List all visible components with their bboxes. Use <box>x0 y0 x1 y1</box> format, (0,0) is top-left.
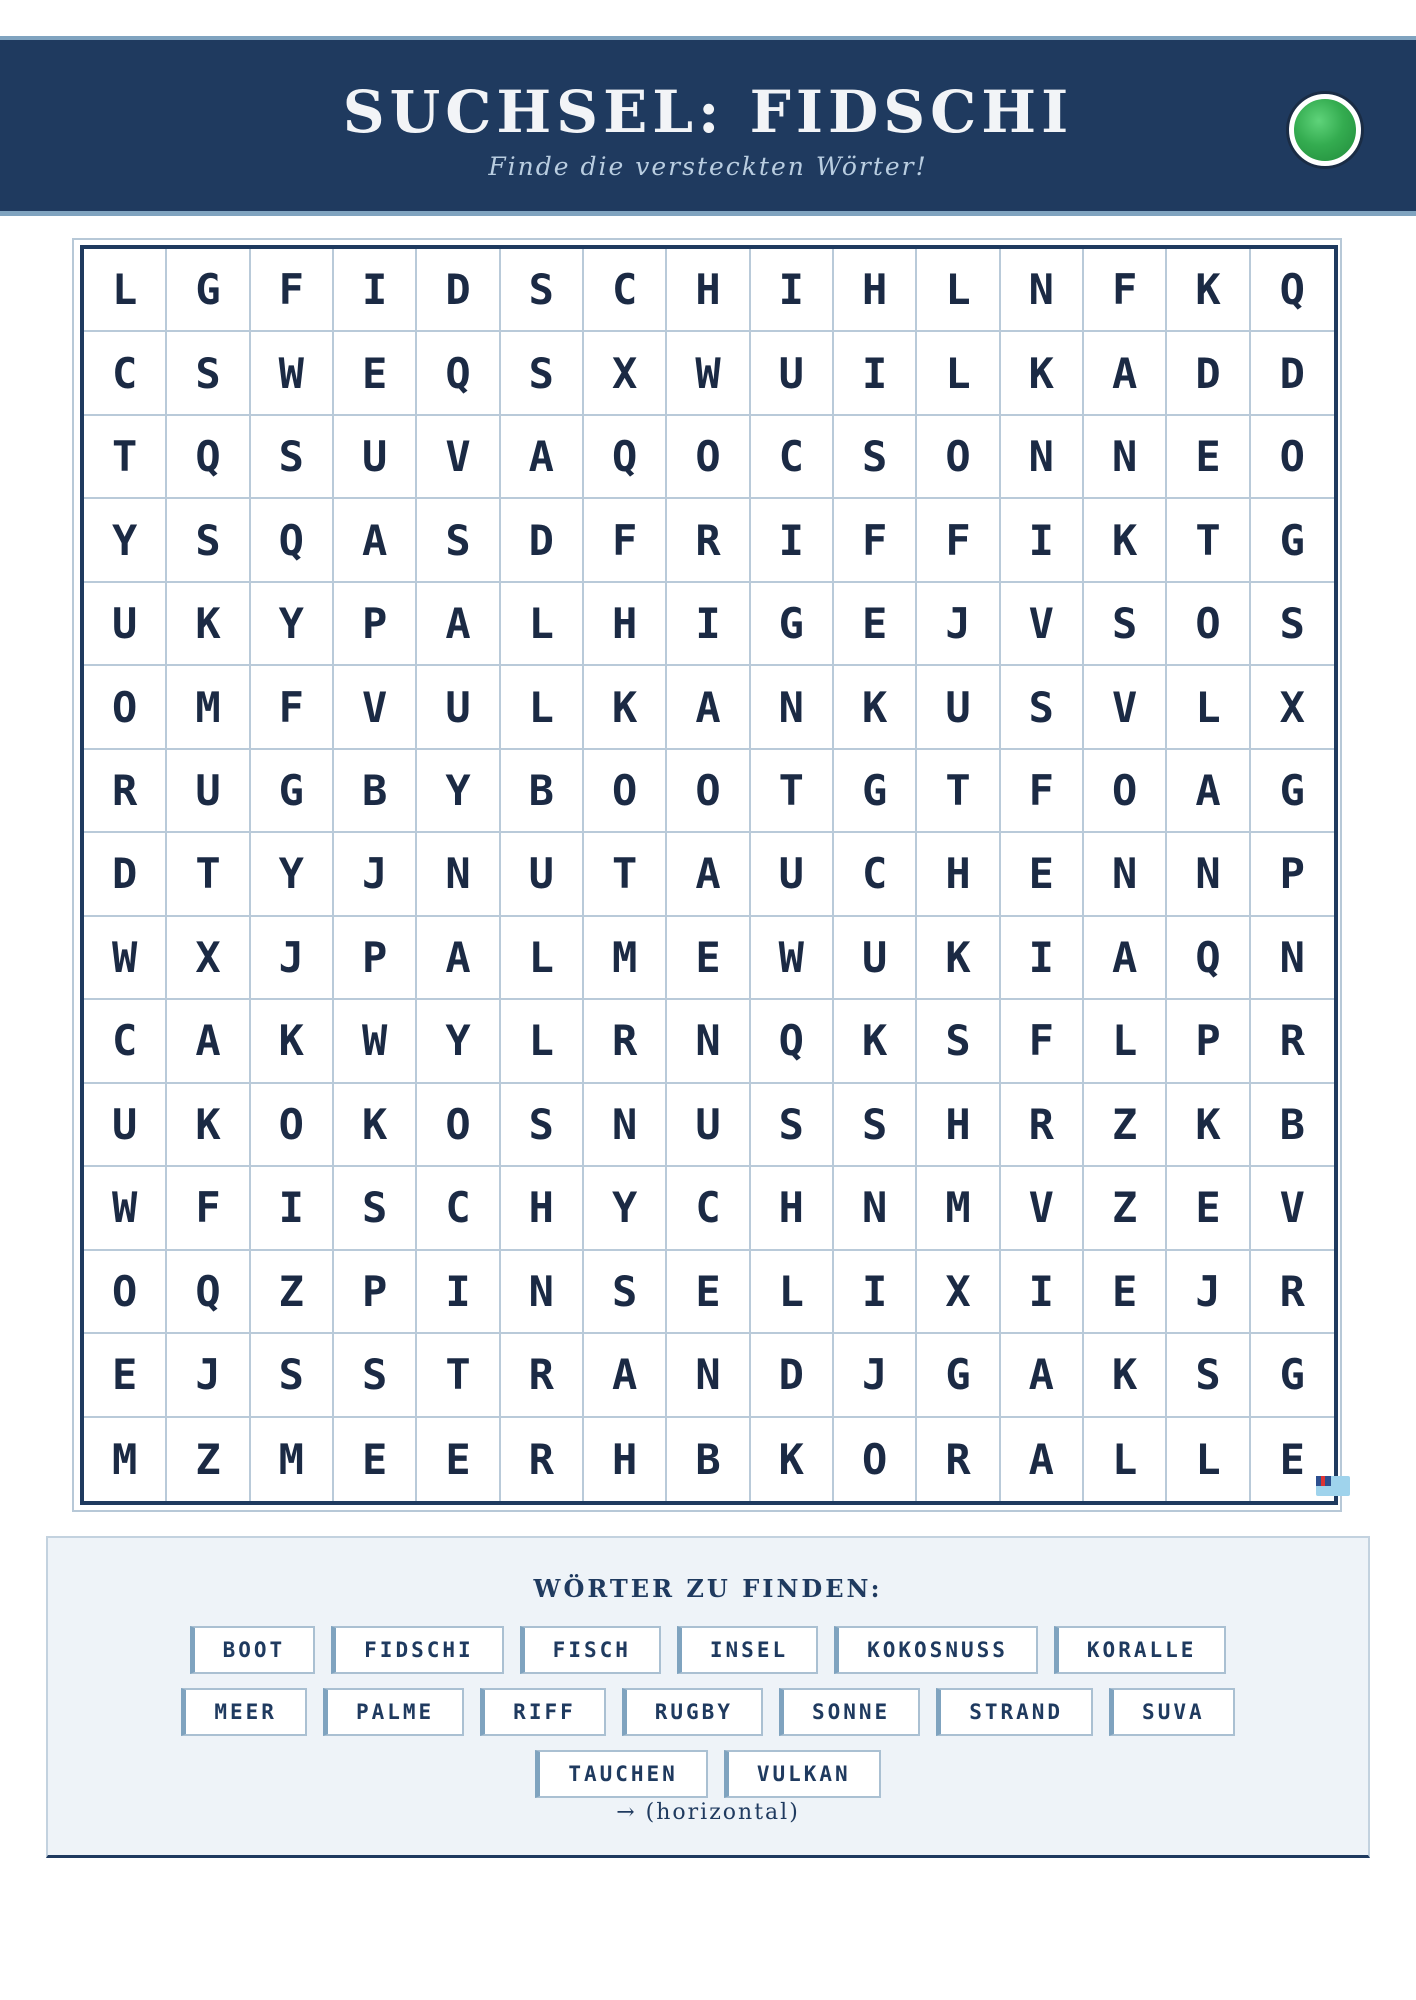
word-chip: RIFF <box>480 1688 606 1736</box>
grid-cell[interactable]: L <box>1167 666 1250 749</box>
grid-cell[interactable]: K <box>1167 1084 1250 1167</box>
grid-cell[interactable]: I <box>751 499 834 582</box>
grid-cell[interactable]: K <box>1084 499 1167 582</box>
grid-cell[interactable]: C <box>84 332 167 415</box>
grid-cell[interactable]: U <box>84 583 167 666</box>
grid-cell[interactable]: D <box>751 1334 834 1417</box>
fiji-flag-icon <box>1316 1476 1350 1496</box>
grid-cell[interactable]: S <box>417 499 500 582</box>
grid-cell[interactable]: V <box>334 666 417 749</box>
grid-cell[interactable]: Q <box>584 416 667 499</box>
grid-cell[interactable]: V <box>417 416 500 499</box>
grid-cell[interactable]: Y <box>251 583 334 666</box>
grid-cell[interactable]: J <box>334 833 417 916</box>
grid-cell[interactable]: M <box>917 1167 1000 1250</box>
grid-cell[interactable]: J <box>834 1334 917 1417</box>
grid-cell[interactable]: I <box>667 583 750 666</box>
grid-cell[interactable]: Z <box>251 1251 334 1334</box>
grid-cell[interactable]: K <box>834 1000 917 1083</box>
grid-cell[interactable]: T <box>167 833 250 916</box>
grid-cell[interactable]: S <box>167 332 250 415</box>
grid-cell[interactable]: G <box>1251 1334 1334 1417</box>
grid-cell[interactable]: R <box>501 1418 584 1501</box>
grid-cell[interactable]: L <box>917 332 1000 415</box>
grid-cell[interactable]: Y <box>84 499 167 582</box>
grid-cell[interactable]: O <box>1167 583 1250 666</box>
grid-cell[interactable]: L <box>501 583 584 666</box>
grid-cell[interactable]: I <box>251 1167 334 1250</box>
grid-cell[interactable]: O <box>584 750 667 833</box>
grid-cell[interactable]: X <box>584 332 667 415</box>
grid-cell[interactable]: J <box>167 1334 250 1417</box>
grid-cell[interactable]: L <box>84 249 167 332</box>
grid-cell[interactable]: F <box>1084 249 1167 332</box>
grid-cell[interactable]: O <box>1251 416 1334 499</box>
grid-cell[interactable]: N <box>584 1084 667 1167</box>
grid-cell[interactable]: S <box>167 499 250 582</box>
word-chip: MEER <box>181 1688 307 1736</box>
grid-cell[interactable]: N <box>1084 833 1167 916</box>
grid-cell[interactable]: N <box>1251 917 1334 1000</box>
word-chip: FIDSCHI <box>331 1626 504 1674</box>
grid-cell[interactable]: X <box>1251 666 1334 749</box>
grid-cell[interactable]: F <box>584 499 667 582</box>
grid-cell[interactable]: S <box>1001 666 1084 749</box>
grid-cell[interactable]: X <box>167 917 250 1000</box>
grid-cell[interactable]: H <box>584 1418 667 1501</box>
word-chip: KORALLE <box>1054 1626 1227 1674</box>
grid-cell[interactable]: V <box>1001 1167 1084 1250</box>
grid-cell[interactable]: C <box>834 833 917 916</box>
grid-cell[interactable]: O <box>667 750 750 833</box>
grid-cell[interactable]: S <box>584 1251 667 1334</box>
grid-cell[interactable]: E <box>334 1418 417 1501</box>
grid-cell[interactable]: X <box>917 1251 1000 1334</box>
grid-cell[interactable]: A <box>167 1000 250 1083</box>
grid-cell[interactable]: R <box>84 750 167 833</box>
grid-cell[interactable]: F <box>1001 750 1084 833</box>
grid-cell[interactable]: I <box>417 1251 500 1334</box>
grid-cell[interactable]: S <box>1251 583 1334 666</box>
grid-cell[interactable]: C <box>584 249 667 332</box>
grid-cell[interactable]: D <box>501 499 584 582</box>
grid-cell[interactable]: H <box>501 1167 584 1250</box>
grid-cell[interactable]: U <box>667 1084 750 1167</box>
grid-cell[interactable]: U <box>84 1084 167 1167</box>
letter-grid <box>80 245 1338 1505</box>
word-chip: TAUCHEN <box>535 1750 708 1798</box>
grid-cell[interactable]: H <box>917 1084 1000 1167</box>
grid-cell[interactable]: W <box>84 917 167 1000</box>
grid-cell[interactable]: N <box>1001 416 1084 499</box>
grid-cell[interactable]: I <box>1001 917 1084 1000</box>
grid-cell[interactable]: K <box>167 1084 250 1167</box>
grid-cell[interactable]: E <box>1001 833 1084 916</box>
grid-cell[interactable]: S <box>251 1334 334 1417</box>
grid-cell[interactable]: Y <box>417 750 500 833</box>
grid-cell[interactable]: D <box>1251 332 1334 415</box>
grid-cell[interactable]: E <box>1084 1251 1167 1334</box>
grid-cell[interactable]: L <box>1167 1418 1250 1501</box>
grid-cell[interactable]: A <box>334 499 417 582</box>
grid-cell[interactable]: C <box>84 1000 167 1083</box>
grid-cell[interactable]: F <box>1001 1000 1084 1083</box>
grid-cell[interactable]: D <box>417 249 500 332</box>
grid-cell[interactable]: N <box>834 1167 917 1250</box>
grid-cell[interactable]: A <box>1001 1418 1084 1501</box>
grid-cell[interactable]: G <box>917 1334 1000 1417</box>
grid-cell[interactable]: P <box>334 917 417 1000</box>
grid-cell[interactable]: E <box>1167 416 1250 499</box>
grid-cell[interactable]: M <box>84 1418 167 1501</box>
grid-cell[interactable]: N <box>1001 249 1084 332</box>
grid-cell[interactable]: K <box>251 1000 334 1083</box>
grid-cell[interactable]: H <box>667 249 750 332</box>
grid-cell[interactable]: U <box>751 332 834 415</box>
grid-cell[interactable]: S <box>251 416 334 499</box>
grid-cell[interactable]: E <box>84 1334 167 1417</box>
grid-cell[interactable]: C <box>751 416 834 499</box>
grid-cell[interactable]: S <box>501 249 584 332</box>
green-circle-icon <box>1289 94 1361 166</box>
grid-cell[interactable]: W <box>667 332 750 415</box>
word-chip: BOOT <box>190 1626 316 1674</box>
grid-cell[interactable]: Y <box>584 1167 667 1250</box>
grid-cell[interactable]: Q <box>251 499 334 582</box>
grid-cell[interactable]: A <box>1084 332 1167 415</box>
grid-cell[interactable]: E <box>1167 1167 1250 1250</box>
grid-cell[interactable]: U <box>501 833 584 916</box>
grid-cell[interactable]: O <box>84 666 167 749</box>
grid-cell[interactable]: S <box>834 416 917 499</box>
grid-cell[interactable]: U <box>334 416 417 499</box>
grid-cell[interactable]: P <box>334 1251 417 1334</box>
grid-cell[interactable]: B <box>501 750 584 833</box>
grid-cell[interactable]: F <box>834 499 917 582</box>
grid-cell[interactable]: I <box>1001 499 1084 582</box>
grid-cell[interactable]: K <box>1084 1334 1167 1417</box>
grid-cell[interactable]: E <box>1279 1434 1305 1484</box>
grid-cell[interactable]: B <box>1251 1084 1334 1167</box>
grid-cell[interactable]: Q <box>1251 249 1334 332</box>
grid-cell[interactable]: P <box>1251 833 1334 916</box>
word-chip: KOKOSNUSS <box>834 1626 1038 1674</box>
grid-cell[interactable]: G <box>167 249 250 332</box>
grid-cell[interactable]: P <box>334 583 417 666</box>
grid-cell[interactable]: F <box>251 666 334 749</box>
grid-cell[interactable]: E <box>667 1251 750 1334</box>
grid-cell[interactable]: V <box>1084 666 1167 749</box>
grid-cell[interactable]: O <box>1084 750 1167 833</box>
grid-cell[interactable]: K <box>751 1418 834 1501</box>
word-row <box>48 1688 1368 1736</box>
page-subtitle: Finde die versteckten Wörter! <box>488 152 928 181</box>
grid-cell[interactable]: P <box>1167 1000 1250 1083</box>
grid-cell[interactable]: M <box>167 666 250 749</box>
grid-cell[interactable]: L <box>1084 1418 1167 1501</box>
grid-cell[interactable]: R <box>1251 1251 1334 1334</box>
grid-cell[interactable]: Q <box>167 416 250 499</box>
grid-cell[interactable]: J <box>251 917 334 1000</box>
grid-cell[interactable]: T <box>584 833 667 916</box>
grid-cell[interactable]: W <box>84 1167 167 1250</box>
grid-cell[interactable]: A <box>417 917 500 1000</box>
word-chip: VULKAN <box>724 1750 881 1798</box>
grid-cell[interactable]: M <box>584 917 667 1000</box>
grid-cell[interactable]: S <box>501 1084 584 1167</box>
grid-cell[interactable]: S <box>1167 1334 1250 1417</box>
grid-cell[interactable]: Q <box>751 1000 834 1083</box>
grid-cell[interactable]: Z <box>1084 1084 1167 1167</box>
grid-cell[interactable]: Y <box>417 1000 500 1083</box>
header-banner <box>0 36 1416 216</box>
grid-cell[interactable]: Y <box>251 833 334 916</box>
grid-cell[interactable]: K <box>334 1084 417 1167</box>
grid-cell[interactable]: F <box>251 249 334 332</box>
page-title: SUCHSEL: FIDSCHI <box>342 78 1074 146</box>
grid-cell[interactable]: G <box>751 583 834 666</box>
grid-cell[interactable]: T <box>917 750 1000 833</box>
grid-cell[interactable]: T <box>417 1334 500 1417</box>
grid-cell[interactable]: B <box>334 750 417 833</box>
grid-cell[interactable]: K <box>834 666 917 749</box>
direction-legend: → (horizontal) <box>616 1800 800 1825</box>
grid-cell[interactable]: W <box>251 332 334 415</box>
grid-cell[interactable]: R <box>917 1418 1000 1501</box>
grid-cell[interactable]: S <box>917 1000 1000 1083</box>
grid-cell[interactable]: O <box>667 416 750 499</box>
grid-cell[interactable]: S <box>1084 583 1167 666</box>
grid-cell[interactable]: N <box>1084 416 1167 499</box>
grid-cell[interactable]: S <box>334 1334 417 1417</box>
grid-cell[interactable]: W <box>334 1000 417 1083</box>
grid-cell[interactable]: A <box>667 833 750 916</box>
grid-cell[interactable]: F <box>917 499 1000 582</box>
grid-cell[interactable]: W <box>751 917 834 1000</box>
grid-cell[interactable]: S <box>334 1167 417 1250</box>
grid-cell[interactable]: N <box>1167 833 1250 916</box>
grid-cell[interactable]: H <box>751 1167 834 1250</box>
grid-cell[interactable]: H <box>834 249 917 332</box>
grid-cell[interactable]: E <box>334 332 417 415</box>
grid-cell[interactable]: M <box>251 1418 334 1501</box>
grid-cell[interactable]: O <box>84 1251 167 1334</box>
grid-cell[interactable]: G <box>834 750 917 833</box>
grid-cell[interactable]: O <box>417 1084 500 1167</box>
grid-cell[interactable]: D <box>84 833 167 916</box>
grid-cell[interactable]: C <box>667 1167 750 1250</box>
grid-cell[interactable]: B <box>667 1418 750 1501</box>
grid-cell[interactable]: J <box>917 583 1000 666</box>
grid-cell[interactable]: A <box>1167 750 1250 833</box>
grid-cell[interactable]: R <box>584 1000 667 1083</box>
grid-cell[interactable]: A <box>584 1334 667 1417</box>
word-chip: PALME <box>323 1688 464 1736</box>
grid-cell[interactable]: E <box>667 917 750 1000</box>
grid-cell[interactable]: R <box>1251 1000 1334 1083</box>
grid-cell[interactable]: Z <box>167 1418 250 1501</box>
grid-cell[interactable]: C <box>417 1167 500 1250</box>
word-chip: RUGBY <box>622 1688 763 1736</box>
grid-cell[interactable]: A <box>1001 1334 1084 1417</box>
grid-cell[interactable]: G <box>1251 499 1334 582</box>
grid-cell[interactable]: E <box>417 1418 500 1501</box>
grid-cell[interactable]: N <box>667 1000 750 1083</box>
grid-cell[interactable]: N <box>417 833 500 916</box>
word-chip: FISCH <box>520 1626 661 1674</box>
grid-cell[interactable]: U <box>751 833 834 916</box>
grid-cell[interactable]: L <box>1084 1000 1167 1083</box>
grid-cell[interactable]: Q <box>417 332 500 415</box>
grid-cell[interactable]: L <box>501 917 584 1000</box>
grid-cell[interactable]: L <box>917 249 1000 332</box>
grid-cell[interactable]: K <box>1001 332 1084 415</box>
grid-cell[interactable]: R <box>501 1334 584 1417</box>
grid-cell[interactable]: S <box>834 1084 917 1167</box>
grid-cell[interactable]: G <box>251 750 334 833</box>
grid-cell[interactable]: V <box>1001 583 1084 666</box>
word-list-heading: WÖRTER ZU FINDEN: <box>533 1574 883 1603</box>
word-row <box>48 1750 1368 1798</box>
grid-cell[interactable]: A <box>1084 917 1167 1000</box>
grid-cell[interactable]: S <box>501 332 584 415</box>
grid-cell[interactable]: U <box>917 666 1000 749</box>
grid-cell[interactable]: K <box>917 917 1000 1000</box>
grid-cell[interactable]: I <box>334 249 417 332</box>
grid-cell[interactable]: N <box>751 666 834 749</box>
word-row <box>48 1626 1368 1674</box>
grid-cell[interactable]: J <box>1167 1251 1250 1334</box>
grid-cell[interactable]: L <box>501 1000 584 1083</box>
grid-cell[interactable]: Q <box>1167 917 1250 1000</box>
grid-cell[interactable]: L <box>501 666 584 749</box>
grid-cell[interactable]: A <box>501 416 584 499</box>
grid-cell[interactable]: S <box>751 1084 834 1167</box>
word-chip: INSEL <box>677 1626 818 1674</box>
grid-cell[interactable]: R <box>667 499 750 582</box>
grid-cell[interactable]: F <box>167 1167 250 1250</box>
grid-cell[interactable]: H <box>584 583 667 666</box>
word-chip: SONNE <box>779 1688 920 1736</box>
grid-cell[interactable]: O <box>251 1084 334 1167</box>
grid-cell[interactable]: N <box>667 1334 750 1417</box>
word-chip: STRAND <box>936 1688 1093 1736</box>
grid-cell[interactable]: L <box>751 1251 834 1334</box>
grid-cell[interactable]: K <box>584 666 667 749</box>
grid-cell[interactable]: H <box>917 833 1000 916</box>
grid-cell[interactable]: T <box>84 416 167 499</box>
grid-cell[interactable]: I <box>751 249 834 332</box>
grid-cell[interactable]: A <box>667 666 750 749</box>
grid-cell[interactable]: U <box>167 750 250 833</box>
grid-cell[interactable]: K <box>167 583 250 666</box>
grid-cell[interactable]: T <box>751 750 834 833</box>
word-list-panel <box>46 1536 1370 1858</box>
grid-cell[interactable]: U <box>834 917 917 1000</box>
grid-cell[interactable]: D <box>1167 332 1250 415</box>
grid-cell[interactable]: R <box>1001 1084 1084 1167</box>
grid-cell[interactable]: I <box>1001 1251 1084 1334</box>
word-chip: SUVA <box>1109 1688 1235 1736</box>
grid-cell[interactable]: I <box>834 1251 917 1334</box>
grid-cell[interactable]: A <box>417 583 500 666</box>
grid-cell[interactable]: O <box>834 1418 917 1501</box>
grid-cell[interactable]: U <box>417 666 500 749</box>
grid-cell[interactable]: Q <box>167 1251 250 1334</box>
grid-cell[interactable]: E <box>834 583 917 666</box>
grid-cell[interactable]: I <box>834 332 917 415</box>
grid-cell[interactable]: N <box>501 1251 584 1334</box>
grid-cell[interactable]: V <box>1251 1167 1334 1250</box>
grid-cell[interactable]: Z <box>1084 1167 1167 1250</box>
grid-cell[interactable]: O <box>917 416 1000 499</box>
grid-cell[interactable]: K <box>1167 249 1250 332</box>
grid-cell[interactable]: T <box>1167 499 1250 582</box>
grid-cell[interactable]: G <box>1251 750 1334 833</box>
